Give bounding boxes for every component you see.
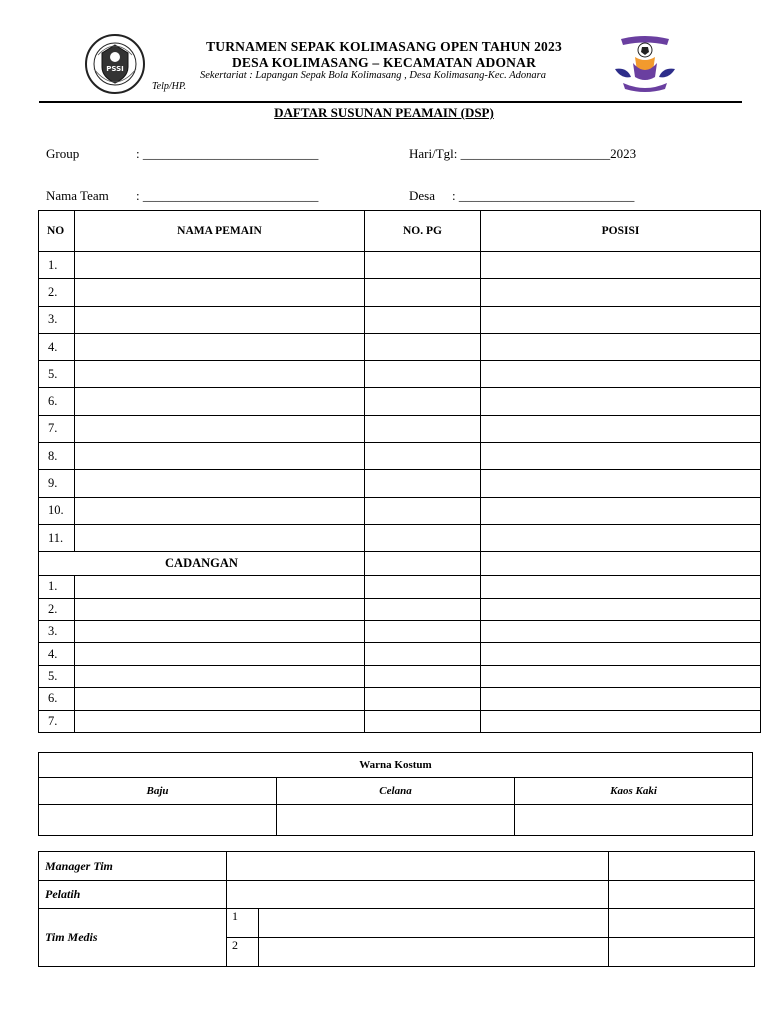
form-title: DAFTAR SUSUNAN PEAMAIN (DSP): [274, 105, 494, 120]
team-label: Nama Team: [46, 188, 109, 203]
player-pg-cell[interactable]: [365, 643, 481, 665]
player-name-cell[interactable]: [75, 643, 365, 665]
medis-sign-field-1[interactable]: [609, 909, 755, 938]
header-posisi: POSISI: [481, 211, 761, 252]
player-position-cell[interactable]: [481, 333, 761, 360]
player-name-cell[interactable]: [75, 361, 365, 388]
player-position-cell[interactable]: [481, 665, 761, 687]
table-row: [39, 470, 761, 497]
row-number: 1.: [39, 576, 75, 598]
player-name-cell[interactable]: [75, 279, 365, 306]
player-pg-cell[interactable]: [365, 415, 481, 442]
manager-field[interactable]: [227, 852, 609, 881]
player-name-cell[interactable]: [75, 665, 365, 687]
cadangan-pos-cell: [481, 552, 761, 576]
player-pg-cell[interactable]: [365, 598, 481, 620]
row-number: 7.: [39, 710, 75, 732]
celana-field[interactable]: [277, 805, 515, 836]
player-name-cell[interactable]: [75, 598, 365, 620]
player-position-cell[interactable]: [481, 688, 761, 710]
player-position-cell[interactable]: [481, 621, 761, 643]
row-number: 11.: [39, 524, 75, 551]
row-number: 3.: [39, 306, 75, 333]
village-title: DESA KOLIMASANG – KECAMATAN ADONAR: [231, 55, 537, 70]
row-number: 6.: [39, 388, 75, 415]
table-row: [39, 688, 761, 710]
row-number: 6.: [39, 688, 75, 710]
row-number: 9.: [39, 470, 75, 497]
medis-number-1: 1: [227, 909, 259, 938]
kaos-kaki-field[interactable]: [515, 805, 753, 836]
row-number: 4.: [39, 333, 75, 360]
baju-field[interactable]: [39, 805, 277, 836]
hari-tgl-field[interactable]: Hari/Tgl: _______________________2023: [409, 146, 637, 161]
row-number: 10.: [39, 497, 75, 524]
player-position-cell[interactable]: [481, 643, 761, 665]
table-row: [39, 643, 761, 665]
player-position-cell[interactable]: [481, 524, 761, 551]
player-position-cell[interactable]: [481, 710, 761, 732]
player-position-cell[interactable]: [481, 576, 761, 598]
kostum-table: [38, 752, 753, 836]
table-row: [39, 576, 761, 598]
group-label: Group: [46, 146, 80, 161]
player-name-cell[interactable]: [75, 576, 365, 598]
kaos-kaki-label: Kaos Kaki: [515, 778, 753, 805]
player-pg-cell[interactable]: [365, 388, 481, 415]
player-pg-cell[interactable]: [365, 306, 481, 333]
row-number: 2.: [39, 279, 75, 306]
row-number: 5.: [39, 665, 75, 687]
header-no: NO: [39, 211, 75, 252]
player-position-cell[interactable]: [481, 388, 761, 415]
player-pg-cell[interactable]: [365, 252, 481, 279]
medis-field-1[interactable]: [259, 909, 609, 938]
table-row: [39, 388, 761, 415]
player-pg-cell[interactable]: [365, 621, 481, 643]
cadangan-pg-cell: [365, 552, 481, 576]
header-divider: [39, 101, 742, 103]
group-field[interactable]: : ___________________________: [136, 146, 319, 161]
table-row: [39, 710, 761, 732]
player-pg-cell[interactable]: [365, 361, 481, 388]
cadangan-players-body: [39, 576, 761, 733]
cadangan-section: [39, 552, 761, 576]
player-pg-cell[interactable]: [365, 279, 481, 306]
row-number: 7.: [39, 415, 75, 442]
header-no-pg: NO. PG: [365, 211, 481, 252]
main-players-body: [39, 252, 761, 552]
team-field[interactable]: : ___________________________: [136, 188, 319, 203]
row-number: 5.: [39, 361, 75, 388]
player-pg-cell[interactable]: [365, 710, 481, 732]
medis-sign-field-2[interactable]: [609, 938, 755, 967]
player-name-cell[interactable]: [75, 443, 365, 470]
player-pg-cell[interactable]: [365, 665, 481, 687]
table-row: [39, 415, 761, 442]
table-row: [39, 524, 761, 551]
player-name-cell[interactable]: [75, 524, 365, 551]
telp-text: Telp/HP.: [152, 81, 187, 92]
tim-medis-label: Tim Medis: [39, 909, 227, 967]
players-table: [38, 210, 761, 733]
manager-sign-field[interactable]: [609, 852, 755, 881]
player-position-cell[interactable]: [481, 497, 761, 524]
player-name-cell[interactable]: [75, 688, 365, 710]
cadangan-label: CADANGAN: [39, 552, 365, 576]
baju-label: Baju: [39, 778, 277, 805]
svg-text:PSSI: PSSI: [106, 65, 124, 73]
player-pg-cell[interactable]: [365, 497, 481, 524]
table-row: [39, 665, 761, 687]
player-name-cell[interactable]: [75, 415, 365, 442]
row-number: 1.: [39, 252, 75, 279]
table-row: [39, 279, 761, 306]
table-row: [39, 252, 761, 279]
player-position-cell[interactable]: [481, 279, 761, 306]
player-name-cell[interactable]: [75, 333, 365, 360]
pelatih-label: Pelatih: [39, 881, 227, 909]
player-pg-cell[interactable]: [365, 524, 481, 551]
player-name-cell[interactable]: [75, 710, 365, 732]
table-row: [39, 361, 761, 388]
player-position-cell[interactable]: [481, 443, 761, 470]
medis-number-2: 2: [227, 938, 259, 967]
player-position-cell[interactable]: [481, 306, 761, 333]
table-row: [39, 333, 761, 360]
medis-field-2[interactable]: [259, 938, 609, 967]
row-number: 3.: [39, 621, 75, 643]
player-pg-cell[interactable]: [365, 443, 481, 470]
pelatih-field[interactable]: [227, 881, 609, 909]
row-number: 4.: [39, 643, 75, 665]
desa-label: Desa: [409, 188, 435, 203]
header-nama-pemain: NAMA PEMAIN: [75, 211, 365, 252]
player-pg-cell[interactable]: [365, 470, 481, 497]
player-position-cell[interactable]: [481, 252, 761, 279]
player-name-cell[interactable]: [75, 306, 365, 333]
player-name-cell[interactable]: [75, 497, 365, 524]
kostum-title: Warna Kostum: [39, 753, 753, 778]
player-position-cell[interactable]: [481, 470, 761, 497]
player-position-cell[interactable]: [481, 598, 761, 620]
player-position-cell[interactable]: [481, 415, 761, 442]
table-row: [39, 497, 761, 524]
table-row: [39, 598, 761, 620]
player-name-cell[interactable]: [75, 252, 365, 279]
table-row: [39, 306, 761, 333]
desa-field[interactable]: : ___________________________: [452, 188, 635, 203]
player-pg-cell[interactable]: [365, 333, 481, 360]
manager-label: Manager Tim: [39, 852, 227, 881]
staff-table: [38, 851, 755, 967]
player-name-cell[interactable]: [75, 621, 365, 643]
player-name-cell[interactable]: [75, 470, 365, 497]
player-name-cell[interactable]: [75, 388, 365, 415]
player-pg-cell[interactable]: [365, 576, 481, 598]
table-row: [39, 443, 761, 470]
pelatih-sign-field[interactable]: [609, 881, 755, 909]
celana-label: Celana: [277, 778, 515, 805]
row-number: 2.: [39, 598, 75, 620]
player-pg-cell[interactable]: [365, 688, 481, 710]
tournament-title: TURNAMEN SEPAK KOLIMASANG OPEN TAHUN 2023: [206, 39, 562, 54]
secretariat-text: Sekertariat : Lapangan Sepak Bola Kolimasang , Desa Kolimasang-Kec. Adonara: [200, 70, 546, 81]
table-row: [39, 621, 761, 643]
row-number: 8.: [39, 443, 75, 470]
player-position-cell[interactable]: [481, 361, 761, 388]
